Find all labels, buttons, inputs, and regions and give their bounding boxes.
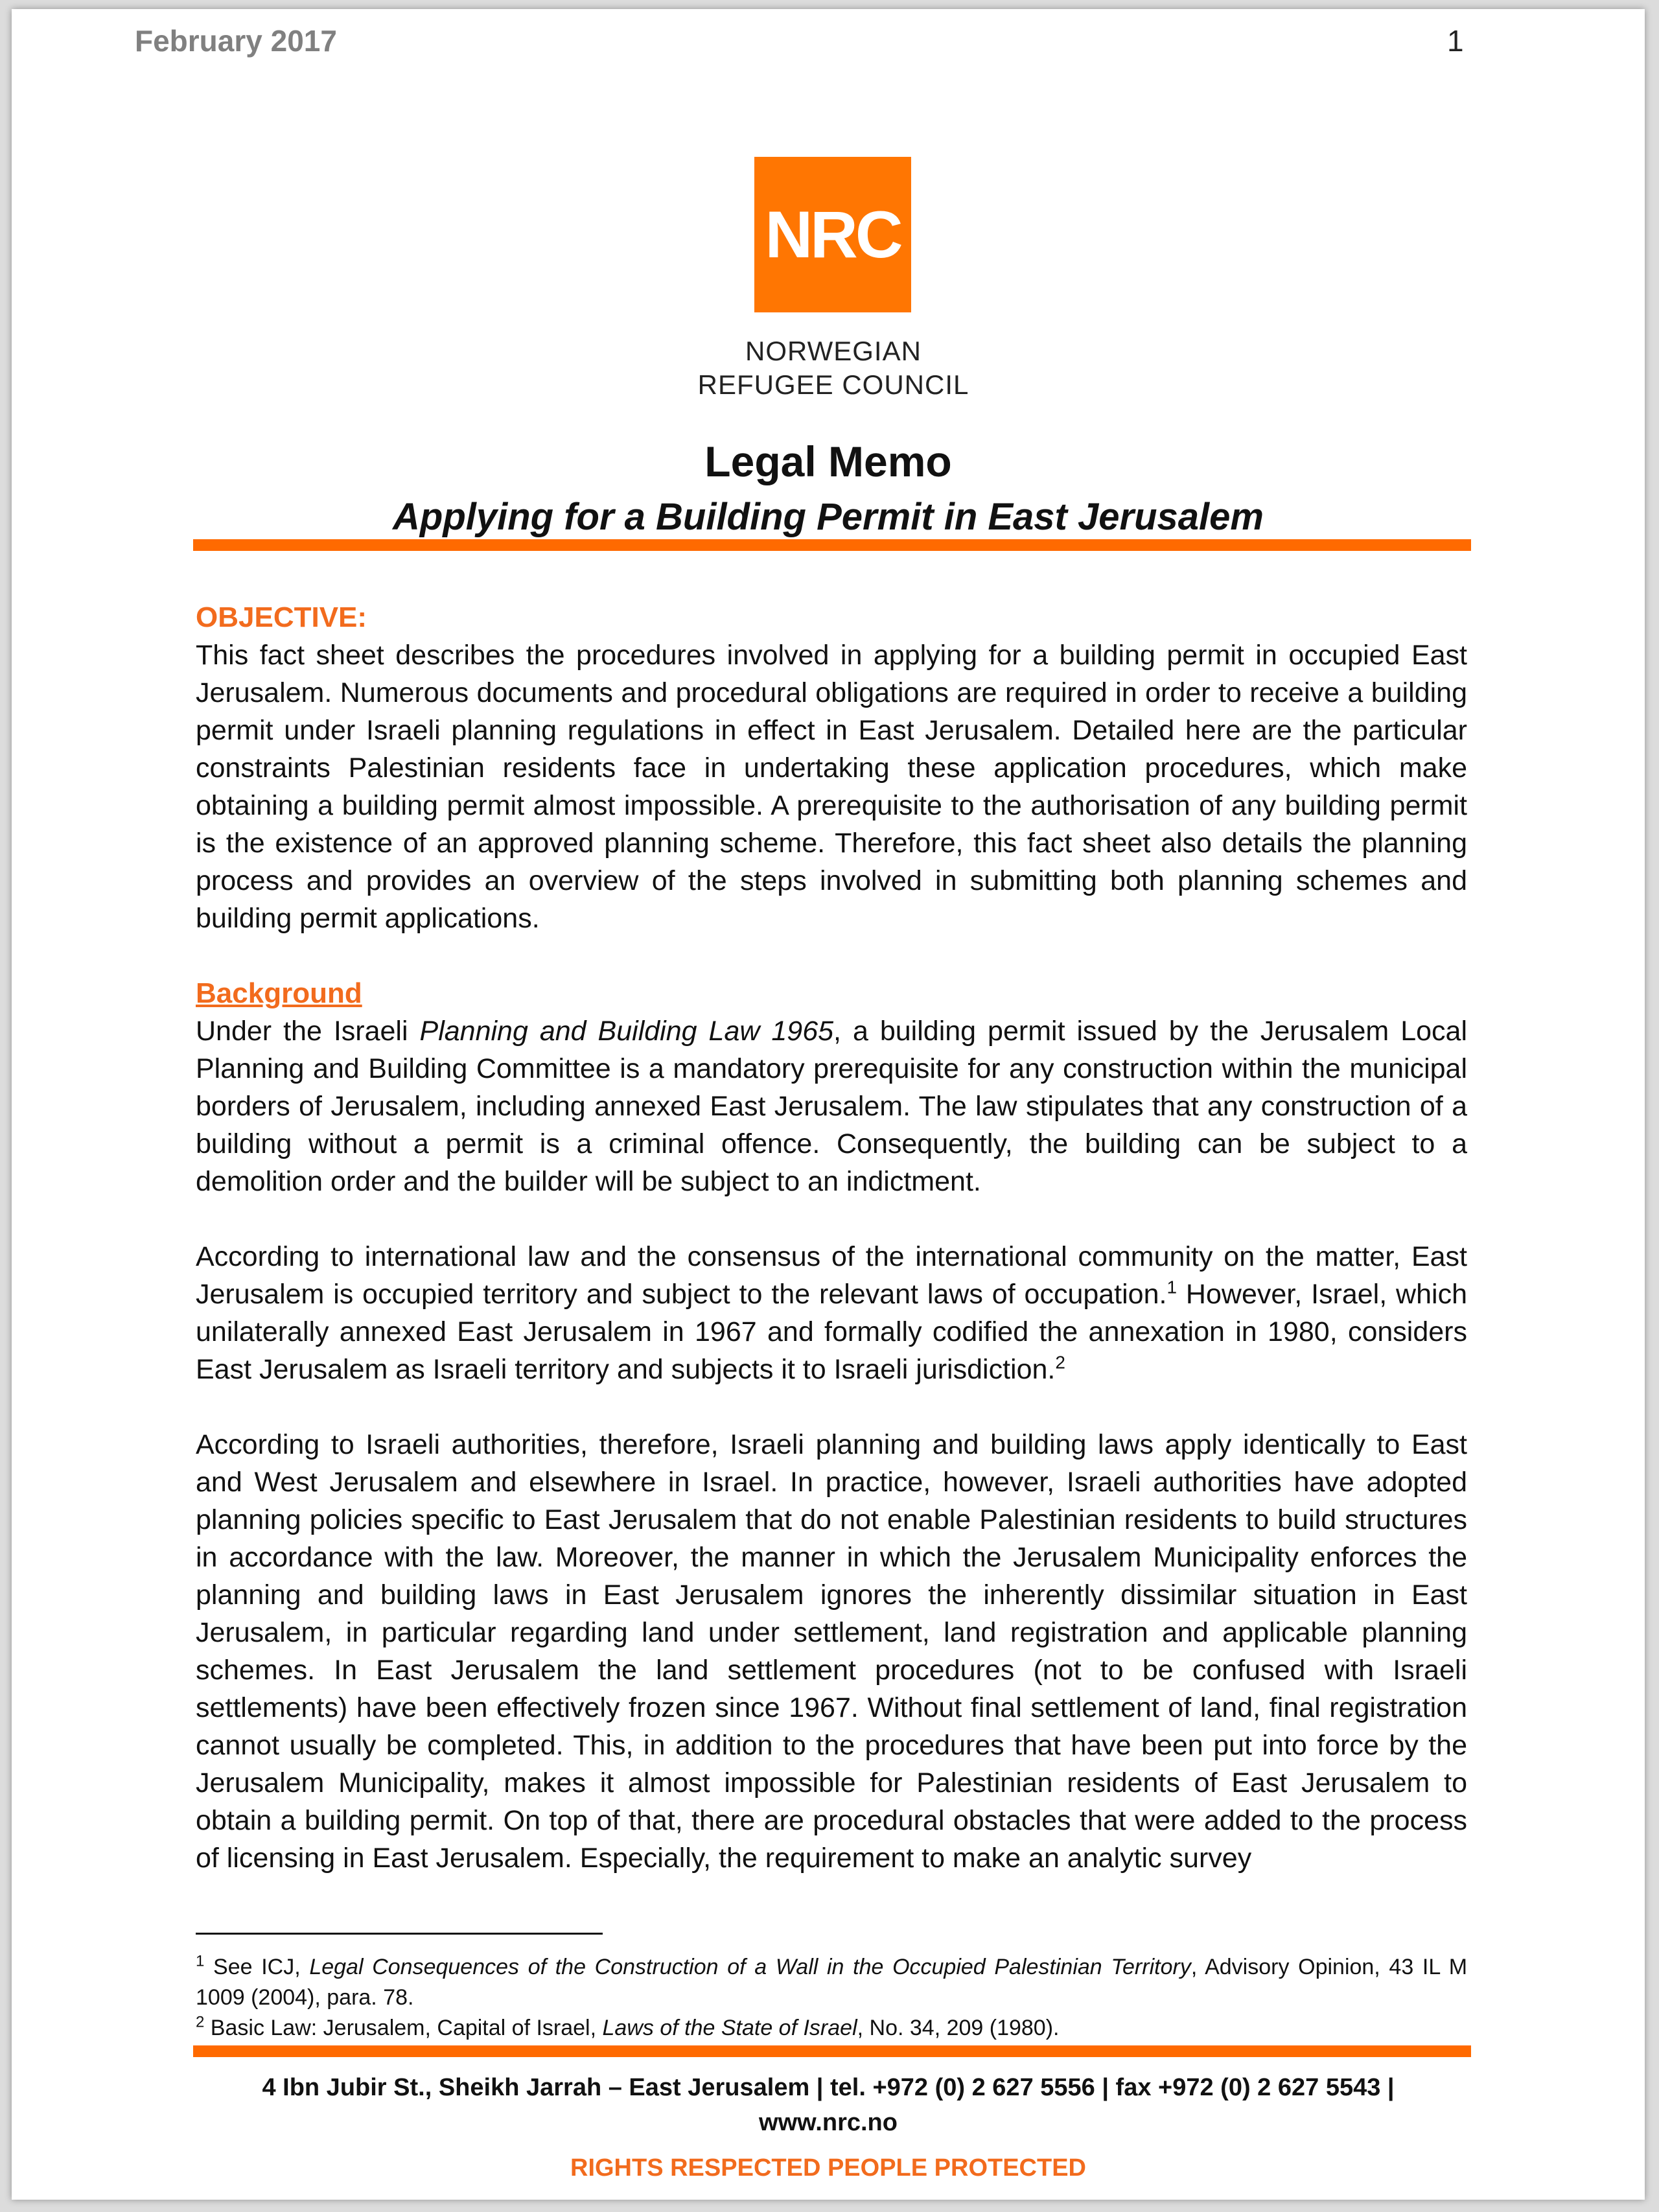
background-paragraph-3: According to Israeli authorities, therefore, Israeli planning and building laws apply identically to East and West Jerusalem and elsewhere in Israel. In practice, however, Israeli authorities have adopted planning policies specific to East Jerusalem that do not enable Palestinian residents to build structures in accordance with the law. Moreover, the manner in which the Jerusalem Municipality enforces the planning and building laws in East Jerusalem ignores the inherently dissimilar situation in East Jerusalem, in particular regarding land under settlement, land registration and applicable planning schemes. In East Jerusalem the land settlement procedures (not to be confused with Israeli settlements) have been effectively frozen since 1967. Without final settlement of land, final registration cannot usually be completed. This, in addition to the procedures that have been put into force by the Jerusalem Municipality, makes it almost impossible for Palestinian residents of East Jerusalem to obtain a building permit. On top of that, there are procedural obstacles that were added to the process of licensing in East Jerusalem. Especially, the requirement to make an analytic survey (196, 1429, 1467, 1874)
document-page (12, 9, 1645, 2200)
background-heading: Background (196, 977, 362, 1009)
objective-paragraph: This fact sheet describes the procedures involved in applying for a building permit in occupied East Jerusalem. Numerous documents and procedural obligations are required in order to receive a building permit under Israeli planning regulations in effect in East Jerusalem. Detailed here are the particular constraints Palestinian residents face in undertaking these application procedures, which make obtaining a building permit almost impossible. A prerequisite to the authorisation of any building permit is the existence of an approved planning scheme. Therefore, this fact sheet also details the planning process and provides an overview of the steps involved in submitting both planning schemes and building permit applications. (196, 640, 1467, 934)
memo-body (196, 599, 1467, 1877)
page-number: 1 (1447, 24, 1464, 58)
objective-heading: OBJECTIVE: (196, 601, 367, 633)
logo-line-2: REFUGEE COUNCIL (697, 369, 969, 400)
law-title: Planning and Building Law 1965 (419, 1016, 834, 1047)
footer-divider (193, 2045, 1471, 2057)
footer-website[interactable]: www.nrc.no (759, 2109, 898, 2136)
logo-line-1: NORWEGIAN (745, 336, 922, 366)
footnote-1: $^1$ See ICJ, Legal Consequences of the Construction of a Wall in the Occupied Palestinian Territory, Advisory Opinion, 43 IL M 1009 (2004), para. 78. (196, 1952, 1468, 2010)
header-date: February 2017 (135, 24, 337, 58)
nrc-logo (754, 157, 911, 312)
title-divider (193, 539, 1471, 551)
footnote-2: $^2$ Basic Law: Jerusalem, Capital of Israel, Laws of the State of Israel, No. 34, 209 (1980). (196, 2013, 1060, 2040)
footer-address: 4 Ibn Jubir St., Sheikh Jarrah – East Jerusalem | tel. +972 (0) 2 627 5556 | fax +972 (0) 2 627 5543 | (262, 2074, 1395, 2101)
memo-subtitle: Applying for a Building Permit in East Jerusalem (393, 496, 1264, 538)
footnote-ref-2[interactable]: 2 (1055, 1352, 1065, 1373)
background-paragraph-2: According to international law and the consensus of the international community on the matter, East Jerusalem is occupied territory and subject to the relevant laws of occupation.$^1$ However, Israel, which unilaterally annexed East Jerusalem in 1967 and formally codified the annexation in 1980, considers East Jerusalem as Israeli territory and subjects it to Israeli jurisdiction.$^2$ (196, 1241, 1467, 1385)
memo-title: Legal Memo (704, 437, 952, 485)
footer-tagline: RIGHTS RESPECTED PEOPLE PROTECTED (570, 2154, 1086, 2182)
logo-organization-name (627, 334, 1039, 402)
logo-mark: NRC (765, 197, 901, 272)
footnote-ref-1[interactable]: 1 (1166, 1277, 1178, 1298)
footnotes (196, 1952, 1467, 2043)
footnote-separator (196, 1933, 603, 1935)
background-paragraph-1: Under the Israeli Planning and Building Law 1965, a building permit issued by the Jerusalem Local Planning and Building Committee is a mandatory prerequisite for any construction within the municipal borders of Jerusalem, including annexed East Jerusalem. The law stipulates that any construction of a building without a permit is a criminal offence. Consequently, the building can be subject to a demolition order and the builder will be subject to an indictment. (196, 1016, 1468, 1197)
footer-contact (12, 2070, 1645, 2140)
